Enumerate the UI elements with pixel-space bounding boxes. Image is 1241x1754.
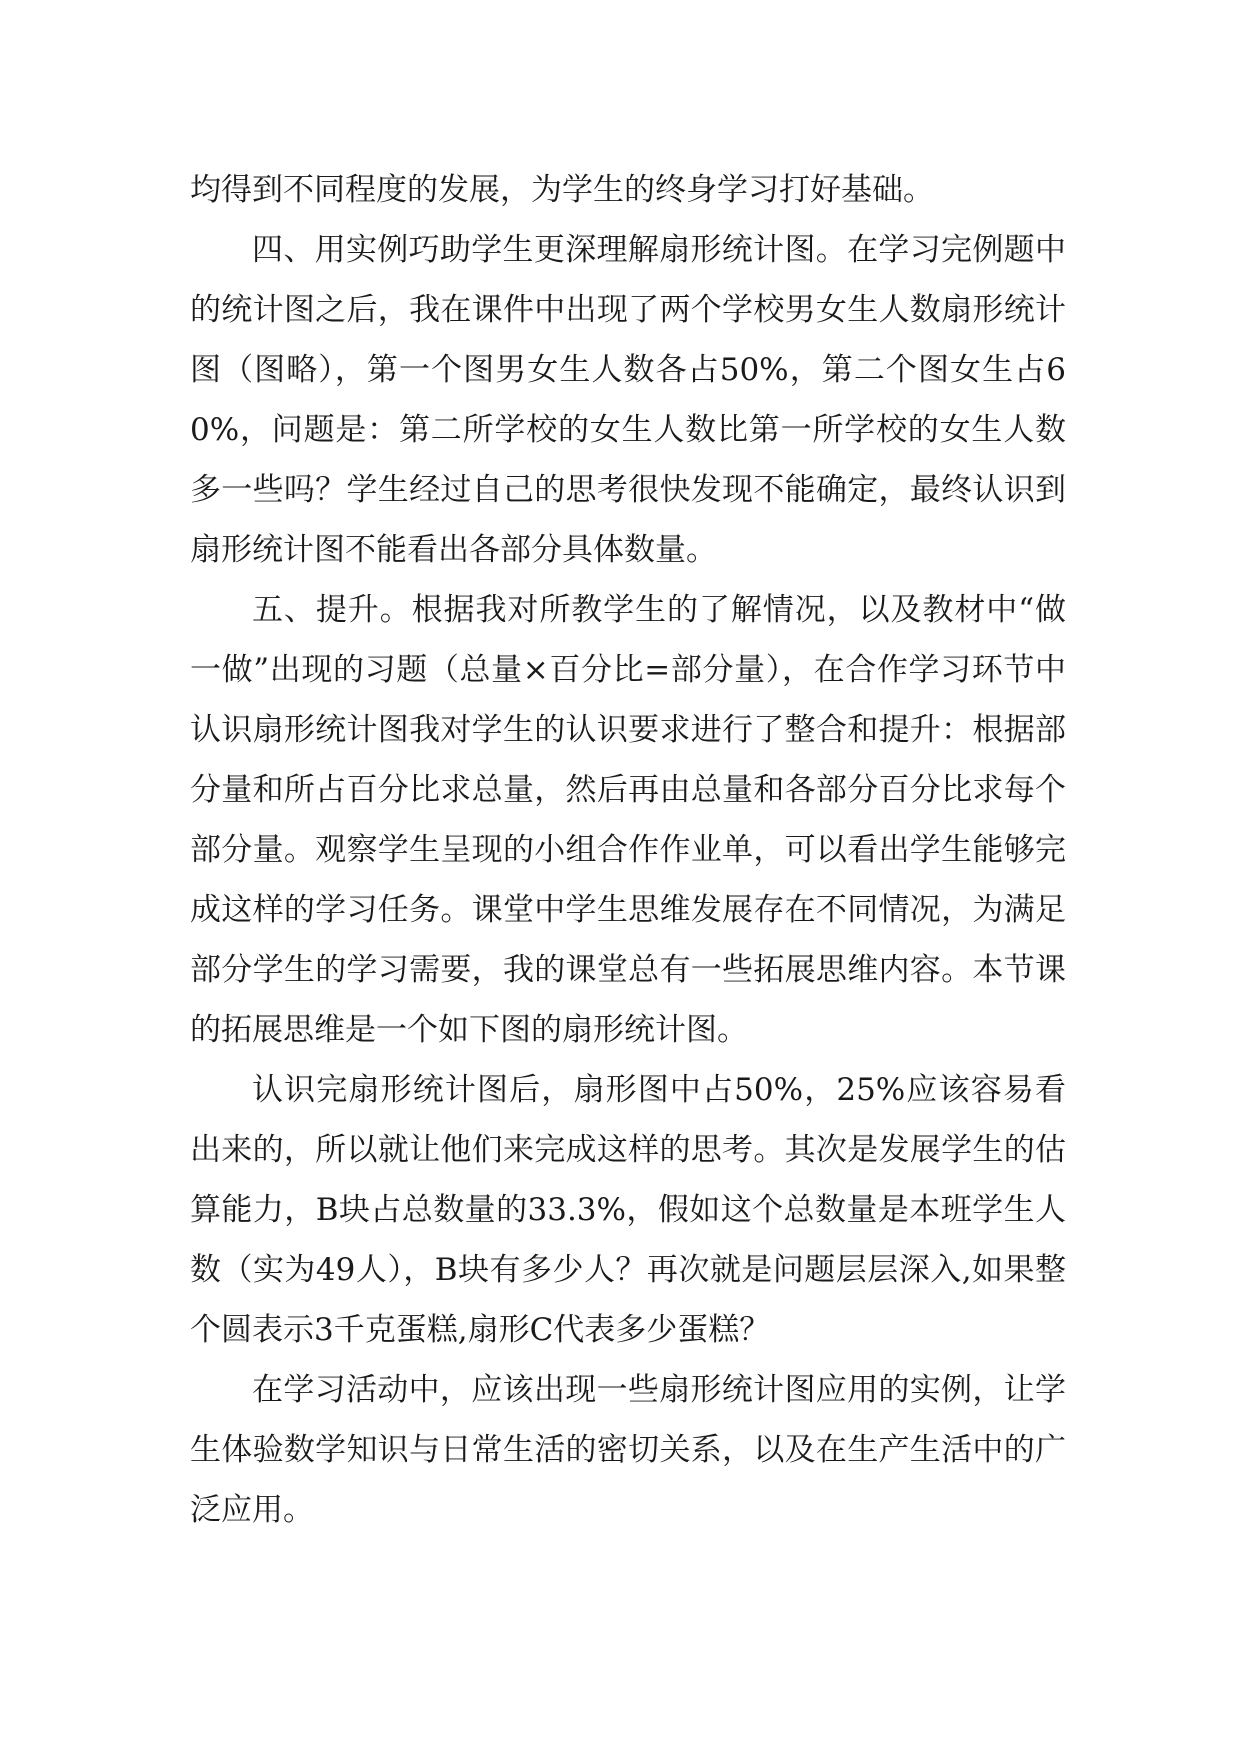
paragraph-continuation: 均得到不同程度的发展，为学生的终身学习打好基础。 [190, 172, 934, 208]
paragraph-section-five: 五、提升。根据我对所教学生的了解情况，以及教材中“做一做”出现的习题（总量×百分比=部分量），在合作学习环节中认识扇形统计图我对学生的认识要求进行了整合和提升：根据部分量和所占百分比求总量，然后再由总量和各部分百分比求每个部分量。观察学生呈现的小组合作作业单，可以看出学生能够完成这样的学习任务。课堂中学生思维发展存在不同情况，为满足部分学生的学习需要，我的课堂总有一些拓展思维内容。本节课的拓展思维是一个如下图的扇形统计图。 [190, 592, 1066, 1048]
document-page [190, 160, 1066, 1540]
paragraph-section-four: 四、用实例巧助学生更深理解扇形统计图。在学习完例题中的统计图之后，我在课件中出现了两个学校男女生人数扇形统计图（图略），第一个图男女生人数各占50%，第二个图女生占60%，问题是：第二所学校的女生人数比第一所学校的女生人数多一些吗？学生经过自己的思考很快发现不能确定，最终认识到扇形统计图不能看出各部分具体数量。 [190, 232, 1066, 568]
paragraph-conclusion: 在学习活动中，应该出现一些扇形统计图应用的实例，让学生体验数学知识与日常生活的密切关系，以及在生产生活中的广泛应用。 [190, 1372, 1066, 1528]
paragraph-pie-chart-discussion: 认识完扇形统计图后，扇形图中占50%，25%应该容易看出来的，所以就让他们来完成这样的思考。其次是发展学生的估算能力，B块占总数量的33.3%，假如这个总数量是本班学生人数（实为49人），B块有多少人？再次就是问题层层深入,如果整个圆表示3千克蛋糕,扇形C代表多少蛋糕？ [190, 1072, 1066, 1348]
